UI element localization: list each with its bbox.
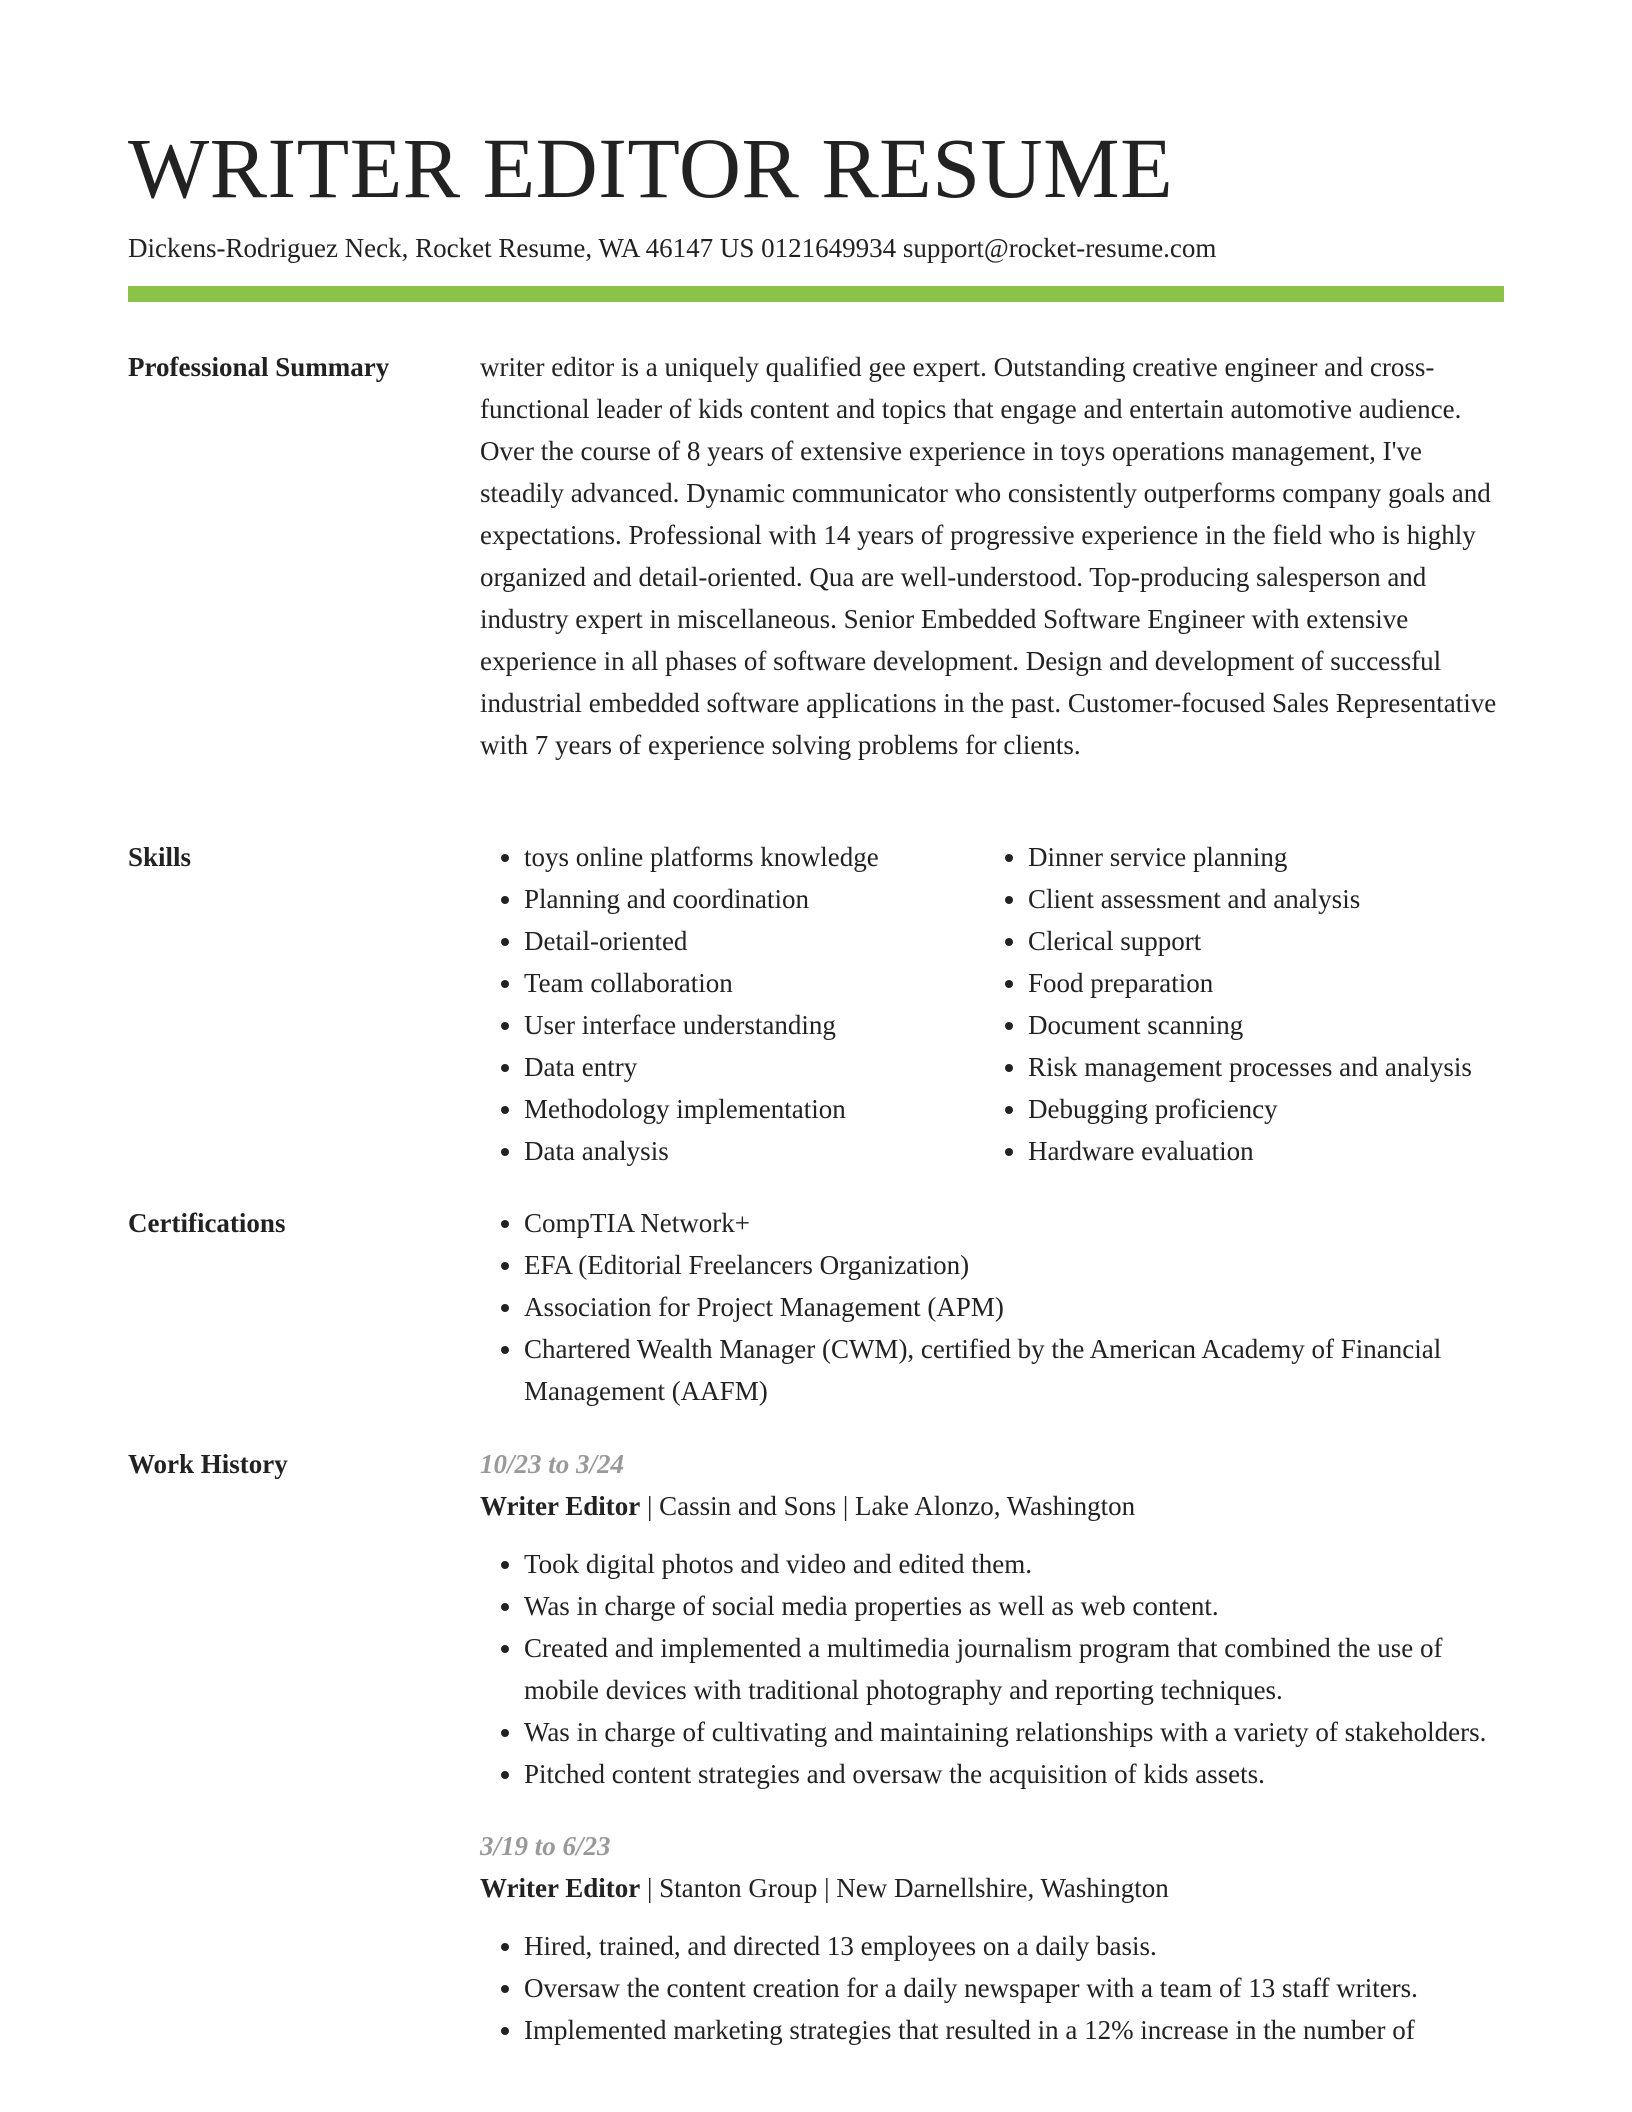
job-heading	[480, 1867, 1504, 1909]
skills-list-right	[984, 836, 1520, 1172]
job-title: Writer Editor	[480, 1873, 641, 1903]
skill-item: • Food preparation	[1028, 962, 1520, 1004]
job-duty-item: • Implemented marketing strategies that resulted in a 12% increase in the number of	[524, 2009, 1504, 2051]
certification-item: • CompTIA Network+	[524, 1202, 1504, 1244]
header-divider	[128, 286, 1504, 302]
job-heading	[480, 1485, 1504, 1527]
certification-item: • EFA (Editorial Freelancers Organization)	[524, 1244, 1504, 1286]
skill-item: • Data entry	[524, 1046, 984, 1088]
job-duty-item: • Pitched content strategies and oversaw the acquisition of kids assets.	[524, 1753, 1504, 1795]
job-entry	[480, 1825, 1504, 2051]
job-duty-item: • Was in charge of social media properties as well as web content.	[524, 1585, 1504, 1627]
skill-item: • Team collaboration	[524, 962, 984, 1004]
job-company-location: | Cassin and Sons | Lake Alonzo, Washington	[640, 1491, 1136, 1521]
skill-item: • Methodology implementation	[524, 1088, 984, 1130]
job-entry	[480, 1443, 1504, 1795]
skill-item: • toys online platforms knowledge	[524, 836, 984, 878]
skill-item: • Client assessment and analysis	[1028, 878, 1520, 920]
skill-item: • Dinner service planning	[1028, 836, 1520, 878]
certifications-body	[480, 1202, 1504, 1412]
job-company-location: | Stanton Group | New Darnellshire, Washington	[640, 1873, 1169, 1903]
work-history-body	[480, 1443, 1504, 2081]
job-dates: 10/23 to 3/24	[480, 1449, 625, 1479]
page-title: WRITER EDITOR RESUME	[128, 120, 1174, 216]
skills-label: Skills	[128, 842, 192, 872]
skill-item: • Planning and coordination	[524, 878, 984, 920]
job-duties-list	[480, 1925, 1504, 2051]
skill-item: • Clerical support	[1028, 920, 1520, 962]
certifications-list	[480, 1202, 1504, 1412]
job-duty-item: • Was in charge of cultivating and maintaining relationships with a variety of stakeholders.	[524, 1711, 1504, 1753]
skills-body	[480, 836, 1504, 1172]
summary-body	[480, 346, 1504, 766]
resume-header	[128, 118, 1504, 266]
job-duties-list	[480, 1543, 1504, 1795]
job-dates: 3/19 to 6/23	[480, 1831, 611, 1861]
skill-item: • Hardware evaluation	[1028, 1130, 1520, 1172]
contact-line: Dickens-Rodriguez Neck, Rocket Resume, WA 46147 US 0121649934 support@rocket-resume.com	[128, 233, 1217, 263]
skill-item: • Debugging proficiency	[1028, 1088, 1520, 1130]
certification-item: • Chartered Wealth Manager (CWM), certified by the American Academy of Financial Management (AAFM)	[524, 1328, 1504, 1412]
skill-item: • Risk management processes and analysis	[1028, 1046, 1520, 1088]
skills-column-left	[480, 836, 984, 1172]
job-duty-item: • Took digital photos and video and edited them.	[524, 1543, 1504, 1585]
certifications-label: Certifications	[128, 1208, 286, 1238]
work-history-label: Work History	[128, 1449, 288, 1479]
skills-column-right	[984, 836, 1520, 1172]
job-duty-item: • Created and implemented a multimedia journalism program that combined the use of mobile devices with traditional photography and reporting techniques.	[524, 1627, 1504, 1711]
job-duty-item: • Oversaw the content creation for a daily newspaper with a team of 13 staff writers.	[524, 1967, 1504, 2009]
job-duty-item: • Hired, trained, and directed 13 employees on a daily basis.	[524, 1925, 1504, 1967]
skill-item: • Data analysis	[524, 1130, 984, 1172]
job-title: Writer Editor	[480, 1491, 641, 1521]
skills-list-left	[480, 836, 984, 1172]
summary-text: writer editor is a uniquely qualified gee expert. Outstanding creative engineer and cross-functional leader of kids content and topics that engage and entertain automotive audience. Over the course of 8 years of extensive experience in toys operations management, I've steadily advanced. Dynamic communicator who consistently outperforms company goals and expectations. Professional with 14 years of progressive experience in the field who is highly organized and detail-oriented. Qua are well-understood. Top-producing salesperson and industry expert in miscellaneous. Senior Embedded Software Engineer with extensive experience in all phases of software development. Design and development of successful industrial embedded software applications in the past. Customer-focused Sales Representative with 7 years of experience solving problems for clients.	[480, 352, 1497, 760]
skill-item: • Detail-oriented	[524, 920, 984, 962]
summary-label: Professional Summary	[128, 352, 390, 382]
skill-item: • Document scanning	[1028, 1004, 1520, 1046]
certification-item: • Association for Project Management (APM)	[524, 1286, 1504, 1328]
skill-item: • User interface understanding	[524, 1004, 984, 1046]
